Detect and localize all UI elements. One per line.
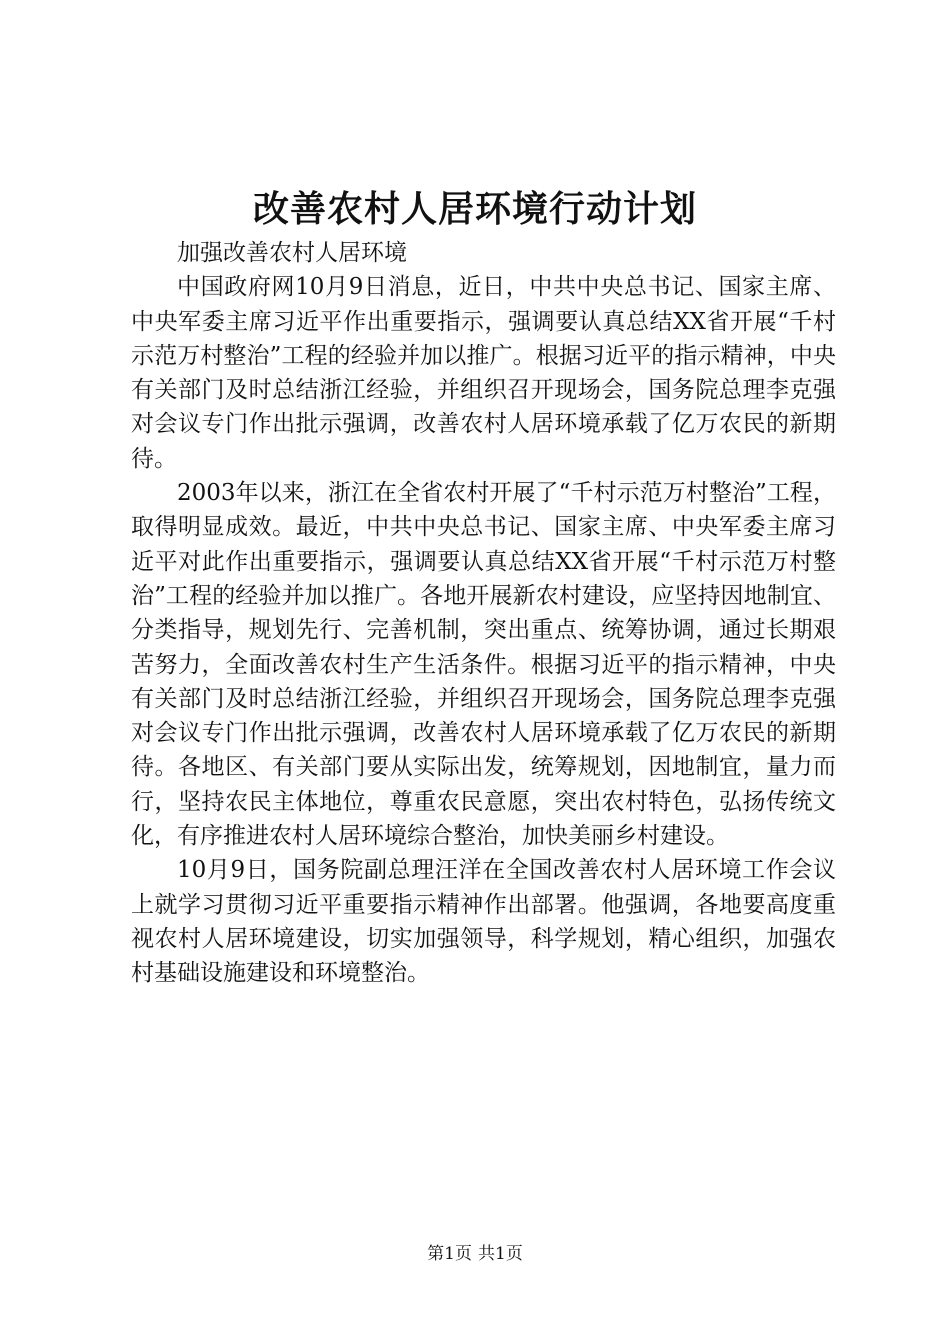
body-paragraph: 10月9日，国务院副总理汪洋在全国改善农村人居环境工作会议上就学习贯彻习近平重要指示精神作出部署。他强调，各地要高度重视农村人居环境建设，切实加强领导，科学规划，精心组织，加强农村基础设施建设和环境整治。 bbox=[131, 857, 836, 987]
document-body bbox=[131, 236, 836, 991]
body-paragraph: 中国政府网10月9日消息，近日，中共中央总书记、国家主席、中央军委主席习近平作出重要指示，强调要认真总结XX省开展“千村示范万村整治”工程的经验并加以推广。根据习近平的指示精神，中央有关部门及时总结浙江经验，并组织召开现场会，国务院总理李克强对会议专门作出批示强调，改善农村人居环境承载了亿万农民的新期待。 bbox=[131, 274, 836, 472]
page-number: 第1页 bbox=[427, 1244, 472, 1264]
document-title: 改善农村人居环境行动计划 bbox=[252, 188, 697, 230]
body-paragraph-heading: 加强改善农村人居环境 bbox=[177, 240, 407, 266]
page-total: 共1页 bbox=[478, 1244, 523, 1264]
body-paragraph: 2003年以来，浙江在全省农村开展了“千村示范万村整治”工程，取得明显成效。最近，中共中央总书记、国家主席、中央军委主席习近平对此作出重要指示，强调要认真总结XX省开展“千村示范万村整治”工程的经验并加以推广。各地开展新农村建设，应坚持因地制宜、分类指导，规划先行、完善机制，突出重点、统筹协调，通过长期艰苦努力，全面改善农村生产生活条件。根据习近平的指示精神，中央有关部门及时总结浙江经验，并组织召开现场会，国务院总理李克强对会议专门作出批示强调，改善农村人居环境承载了亿万农民的新期待。各地区、有关部门要从实际出发，统筹规划，因地制宜，量力而行，坚持农民主体地位，尊重农民意愿，突出农村特色，弘扬传统文化，有序推进农村人居环境综合整治，加快美丽乡村建设。 bbox=[131, 480, 836, 850]
page-footer bbox=[0, 1242, 950, 1266]
